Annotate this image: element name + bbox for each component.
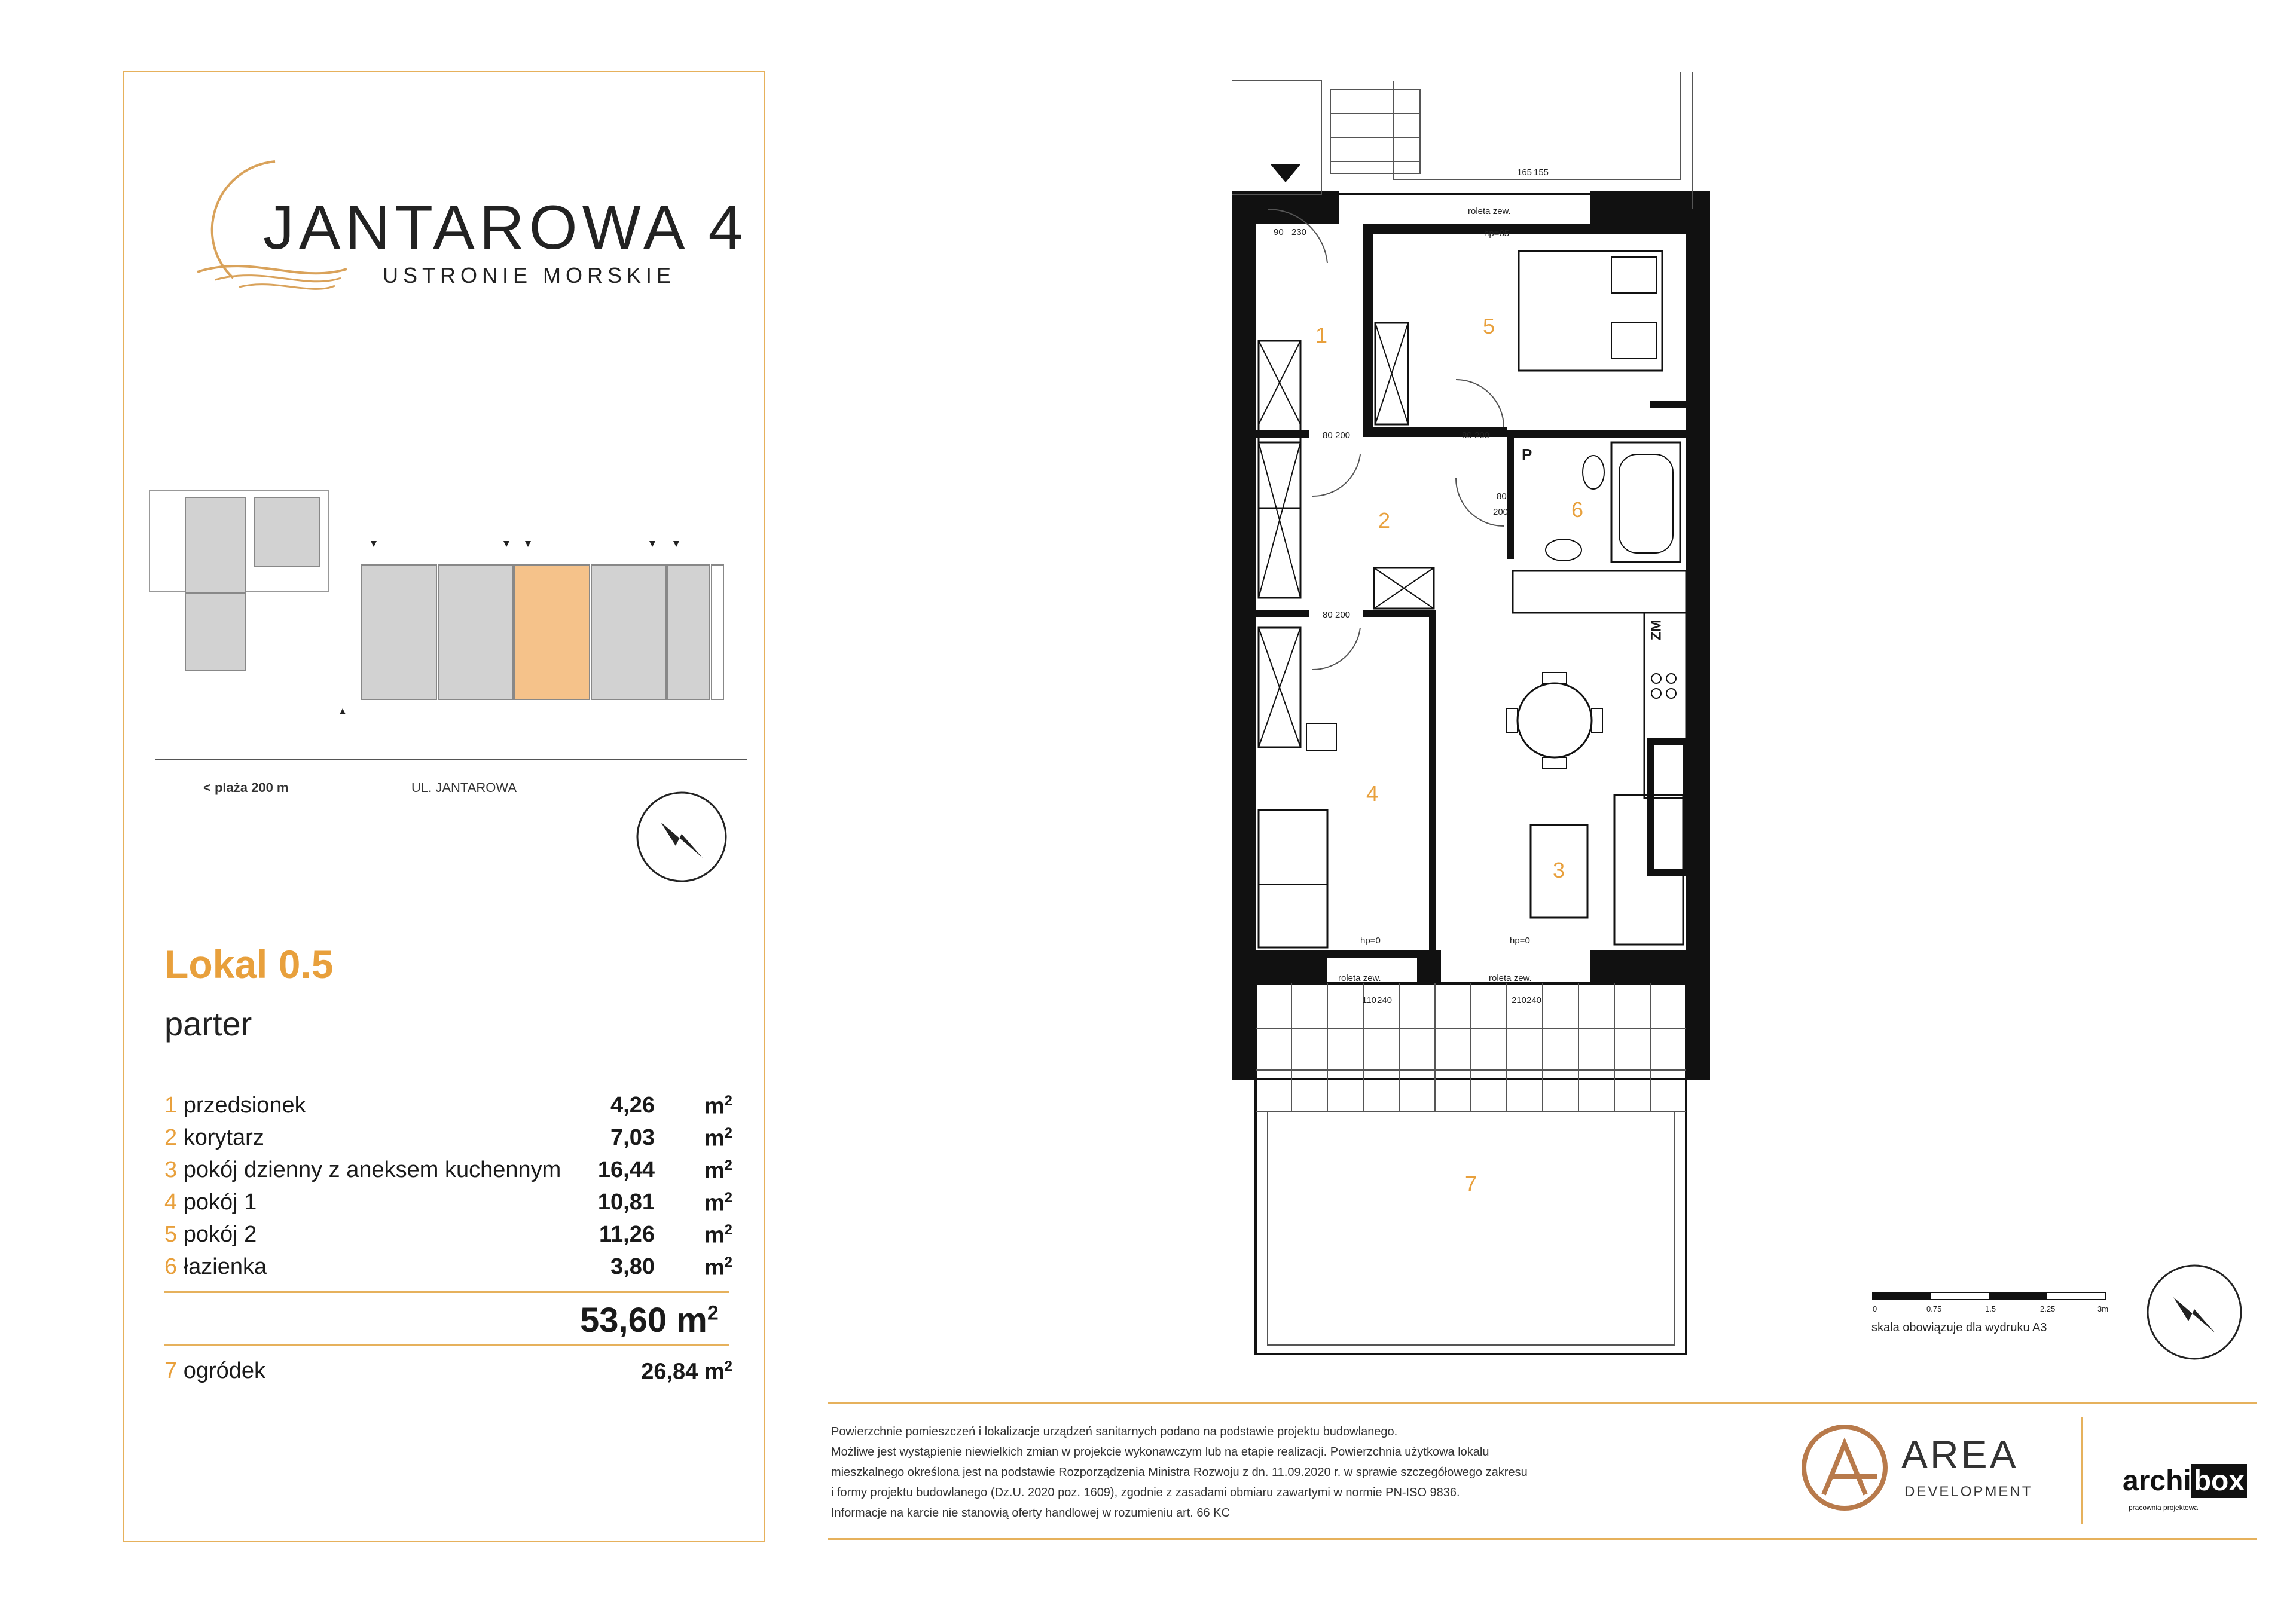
scale-tick: 2.25 xyxy=(2040,1304,2056,1313)
door-width: 90 xyxy=(1274,227,1284,237)
room-row xyxy=(164,1093,732,1124)
room-name: pokój 1 xyxy=(183,1190,257,1215)
room-number: 4 xyxy=(164,1190,178,1215)
plan-room-number: 2 xyxy=(1378,508,1391,533)
room-number: 3 xyxy=(164,1157,178,1182)
room-name: przedsionek xyxy=(183,1093,306,1118)
street-name: UL. JANTAROWA xyxy=(411,780,517,795)
room-row xyxy=(164,1125,732,1156)
room-number: 2 xyxy=(164,1125,178,1150)
brand-divider xyxy=(2081,1417,2083,1524)
door-height: 200 xyxy=(1335,430,1351,441)
footer-divider xyxy=(828,1402,2257,1404)
plan-room-number: 1 xyxy=(1315,323,1328,347)
plan-room-number: 7 xyxy=(1465,1172,1477,1196)
scale-label: skala obowiązuje dla wydruku A3 xyxy=(1871,1321,2047,1334)
door-height: 200 xyxy=(1493,507,1509,517)
room-row xyxy=(164,1254,732,1285)
room-area: 10,81 xyxy=(597,1190,655,1215)
door-height: 200 xyxy=(1335,610,1351,620)
room-name: korytarz xyxy=(183,1125,264,1150)
room-row xyxy=(164,1222,732,1253)
window-dimension: 240 xyxy=(1377,995,1393,1005)
door-height: 230 xyxy=(1292,227,1307,237)
sill-height: hp=0 xyxy=(1360,936,1381,946)
floor-plan xyxy=(1232,72,1710,1357)
scale-tick: 1.5 xyxy=(1985,1304,1996,1313)
logo-title: JANTAROWA 4 xyxy=(263,193,748,262)
door-width: 80 xyxy=(1462,430,1472,441)
plan-room-number: 4 xyxy=(1366,781,1379,806)
room-unit: $m^2$ xyxy=(704,1125,732,1151)
room-unit: $m^2$ xyxy=(704,1093,732,1119)
room-row xyxy=(164,1190,732,1221)
footer-divider xyxy=(828,1538,2257,1540)
area-logo-icon xyxy=(1800,1423,1889,1512)
room-area: 7,03 xyxy=(610,1125,655,1150)
garden-area: 26,84 $m^2$ xyxy=(641,1358,732,1384)
north-arrow-icon xyxy=(2144,1261,2245,1363)
door-height: 200 xyxy=(1474,430,1490,441)
scale-tick: 0.75 xyxy=(1926,1304,1942,1313)
room-row xyxy=(164,1157,732,1188)
room-unit: $m^2$ xyxy=(704,1157,732,1184)
scale-tick: 3m xyxy=(2097,1304,2109,1313)
north-arrow-icon xyxy=(634,789,729,885)
unit-name: Lokal 0.5 xyxy=(164,942,334,986)
room-area: 11,26 xyxy=(599,1222,655,1247)
scale-tick: 0 xyxy=(1873,1304,1877,1313)
divider xyxy=(164,1291,729,1293)
logo-subtitle: USTRONIE MORSKIE xyxy=(383,263,676,288)
room-unit: $m^2$ xyxy=(704,1222,732,1248)
zm-label: ZM xyxy=(1648,619,1665,641)
room-area: 4,26 xyxy=(610,1093,655,1118)
room-area: 16,44 xyxy=(597,1157,655,1182)
room-name: pokój dzienny z aneksem kuchennym xyxy=(183,1157,561,1182)
window-dimension: 210 xyxy=(1512,995,1527,1005)
garden-name: ogródek xyxy=(183,1358,266,1383)
area-brand-sub: DEVELOPMENT xyxy=(1904,1484,2033,1500)
shutter-label: roleta zew. xyxy=(1338,973,1381,983)
room-unit: $m^2$ xyxy=(704,1190,732,1216)
divider xyxy=(164,1344,729,1346)
site-minimap xyxy=(149,484,765,771)
room-number: 1 xyxy=(164,1093,178,1118)
sill-height: hp=85 xyxy=(1484,228,1510,239)
garden-number: 7 xyxy=(164,1358,178,1383)
shutter-label: roleta zew. xyxy=(1468,206,1511,216)
room-number: 6 xyxy=(164,1254,178,1279)
unit-floor: parter xyxy=(164,1005,252,1043)
beach-distance: < plaża 200 m xyxy=(203,780,289,795)
area-brand-name: AREA xyxy=(1901,1432,2019,1477)
room-area: 3,80 xyxy=(610,1254,655,1279)
shutter-label: roleta zew. xyxy=(1489,973,1532,983)
plan-room-number: 6 xyxy=(1571,497,1584,522)
window-dimension: 240 xyxy=(1526,995,1542,1005)
garden-row xyxy=(164,1358,732,1389)
window-dimension: 165 xyxy=(1517,167,1532,178)
door-width: 80 xyxy=(1323,610,1333,620)
window-dimension: 155 xyxy=(1534,167,1549,178)
sill-height: hp=0 xyxy=(1510,936,1530,946)
room-name: pokój 2 xyxy=(183,1222,257,1247)
room-number: 5 xyxy=(164,1222,178,1247)
door-width: 80 xyxy=(1497,491,1507,502)
plan-room-number: 3 xyxy=(1553,858,1565,882)
plan-room-number: 5 xyxy=(1483,314,1495,338)
legal-note: Powierzchnie pomieszczeń i lokalizacje urządzeń sanitarnych podano na podstawie projektu budowlanego. Możliwe jest wystąpienie niewielkich zmian w projekcie wykonawczym lub na etapie realizacji. Powierzchnia użytkowa lokalu mieszkalnego określona jest na podstawie Rozporządzenia Ministra Rozwoju z dn. 11.09.2020 r. w sprawie szczegółowego zakresu i formy projektu budowlanego (Dz.U. 2020 poz. 1609), zgodnie z zasadami obmiaru zawartymi w normie PN-ISO 9836. Informacje na karcie nie stanowią oferty handlowej w rozumieniu art. 66 KC xyxy=(831,1425,1528,1520)
archibox-sub: pracownia projektowa xyxy=(2129,1503,2199,1512)
window-dimension: 110 xyxy=(1362,995,1376,1005)
total-area: 53,60 $m^2$ xyxy=(580,1301,719,1340)
heater-label: P xyxy=(1522,445,1532,463)
door-width: 80 xyxy=(1323,430,1333,441)
room-unit: $m^2$ xyxy=(704,1254,732,1280)
room-name: łazienka xyxy=(183,1254,267,1279)
archibox-logo: archibox xyxy=(2123,1465,2247,1497)
